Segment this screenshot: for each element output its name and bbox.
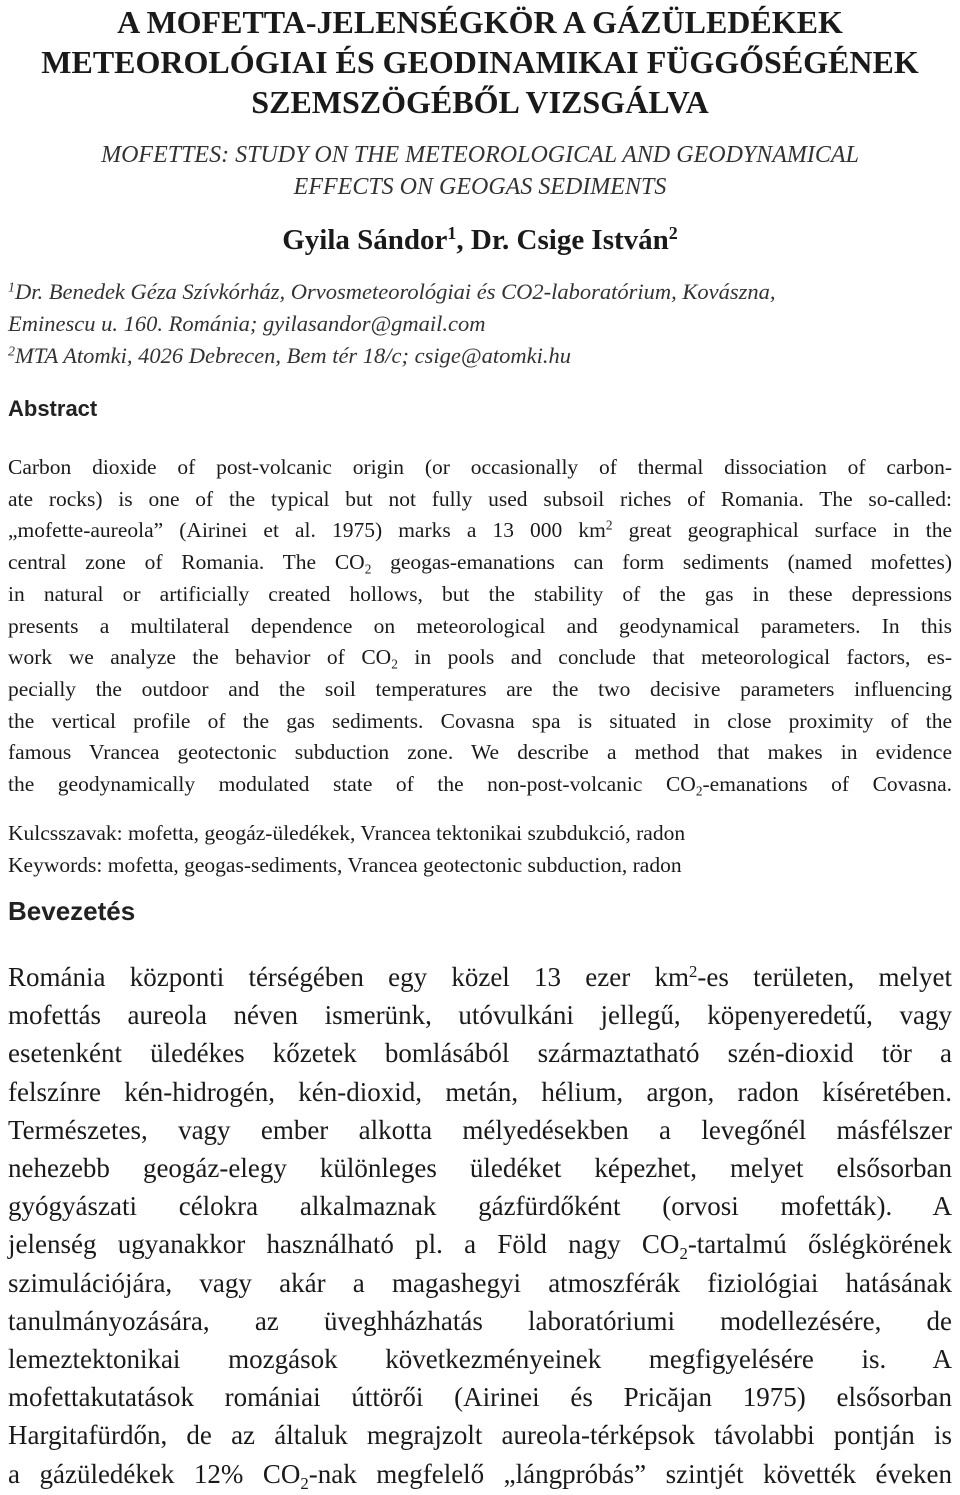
abstract-heading: Abstract (8, 396, 98, 421)
keywords-block (8, 817, 952, 881)
section-heading-introduction: Bevezetés (8, 896, 136, 926)
subtitle-line: MOFETTES: STUDY ON THE METEOROLOGICAL AND GEODYNAMICAL (101, 142, 859, 168)
author-name: Gyila Sándor (282, 224, 448, 256)
keywords-english: Keywords: mofetta, geogas-sediments, Vrancea geotectonic subduction, radon (8, 853, 682, 877)
title-line: METEOROLÓGIAI ÉS GEODINAMIKAI FÜGGŐSÉGÉNEK (41, 44, 919, 80)
keywords-hungarian: Kulcsszavak: mofetta, geogáz-üledékek, Vrancea tektonikai szubdukció, radon (8, 821, 686, 845)
body-line: jelenség ugyanakkor használható pl. a Föld nagy $CO_2$-tartalmú őslégkörének (8, 1229, 952, 1264)
abstract-line: work we analyze the behavior of $CO_2$ in pools and conclude that meteorological factors, es- (8, 645, 952, 672)
subtitle-line: EFFECTS ON GEOGAS SEDIMENTS (293, 174, 667, 200)
body-line: szimulációjára, vagy akár a magashegyi atmoszférák fiziológiai hatásának (8, 1267, 952, 1298)
body-line: Természetes, vagy ember alkotta mélyedésekben a levegőnél másfélszer (8, 1114, 952, 1145)
abstract-line: „mofette-aureola” (Airinei et al. 1975) marks a 13 000 $km^2$ great geographical surface in the (8, 518, 952, 543)
affiliation-line (8, 340, 952, 372)
affiliation-text: MTA Atomki, 4026 Debrecen, Bem tér 18/c; csige@atomki.hu (14, 343, 571, 368)
abstract-line: central zone of Romania. The $CO_2$ geogas-emanations can form sediments (named mofettes) (8, 550, 952, 577)
body-line: Románia központi térségében egy közel 13 ezer $km^2-es$ területen, melyet (8, 961, 952, 992)
author-name: Dr. Csige István (470, 224, 669, 256)
body-line: Hargitafürdőn, de az általuk megrajzolt aureola-térképsok távolabbi pontján is (8, 1420, 952, 1451)
title-line: A MOFETTA-JELENSÉGKÖR A GÁZÜLEDÉKEK (117, 4, 843, 40)
author-affiliation-mark: 1 (447, 223, 457, 244)
abstract-line: Carbon dioxide of post-volcanic origin (or occasionally of thermal dissociation of carbon- (8, 455, 952, 479)
english-title (8, 139, 952, 203)
introduction-body (8, 958, 952, 1493)
author-separator: , (456, 224, 471, 256)
title-line: SZEMSZÖGÉBŐL VIZSGÁLVA (251, 84, 709, 120)
body-line: esetenként üledékes kőzetek bomlásából származtatható szén-dioxid tör a (8, 1038, 952, 1069)
body-line: nehezebb geogáz-elegy különleges üledéket képezhet, melyet elsősorban (8, 1153, 952, 1184)
abstract-body (8, 452, 952, 801)
affiliation-line: Eminescu u. 160. Románia; gyilasandor@gmail.com (8, 311, 486, 336)
abstract-line: presents a multilateral dependence on meteorological and geodynamical parameters. In this (8, 613, 952, 638)
body-line: gyógyászati célokra alkalmaznak gázfürdőként (orvosi mofetták). A (8, 1191, 952, 1222)
affiliation-line (8, 276, 952, 308)
abstract-line: famous Vrancea geotectonic subduction zone. We describe a method that makes in evidence (8, 740, 952, 765)
body-line: mofettás aureola néven ismerünk, utóvulkáni jellegű, köpenyeredetű, vagy (8, 1000, 952, 1031)
abstract-line: pecially the outdoor and the soil temperatures are the two decisive parameters influencing (8, 676, 952, 701)
abstract-line: the geodynamically modulated state of the non-post-volcanic $CO_2$-emanations of Covasna. (8, 772, 953, 799)
affiliation-mark: 2 (8, 344, 15, 360)
abstract-line: ate rocks) is one of the typical but not fully used subsoil riches of Romania. The so-called: (8, 486, 952, 511)
paper-title (8, 2, 952, 122)
body-line: mofettakutatások romániai úttörői (Airinei és Pricăjan 1975) elsősorban (8, 1382, 952, 1413)
affiliation-text: Dr. Benedek Géza Szívkórház, Orvosmeteorológiai és CO2-laboratórium, Kovászna, (14, 279, 776, 304)
abstract-line: the vertical profile of the gas sediments. Covasna spa is situated in close proximity of the (8, 708, 952, 733)
affiliations (8, 276, 952, 372)
body-line: tanulmányozására, az üveghházhatás laboratóriumi modellezésére, de (8, 1305, 952, 1336)
author-list (8, 222, 952, 258)
body-line: felszínre kén-hidrogén, kén-dioxid, metán, hélium, argon, radon kíséretében. (8, 1076, 952, 1107)
author-affiliation-mark: 2 (668, 223, 678, 244)
body-line: lemeztektonikai mozgások következményeinek megfigyelésére is. A (8, 1344, 952, 1375)
abstract-line: in natural or artificially created hollows, but the stability of the gas in these depressions (8, 581, 952, 606)
affiliation-mark: 1 (8, 280, 15, 296)
body-line: a gázüledékek 12% $CO_2$-nak megfelelő „lángpróbás” szintjét követték éveken (8, 1458, 952, 1493)
